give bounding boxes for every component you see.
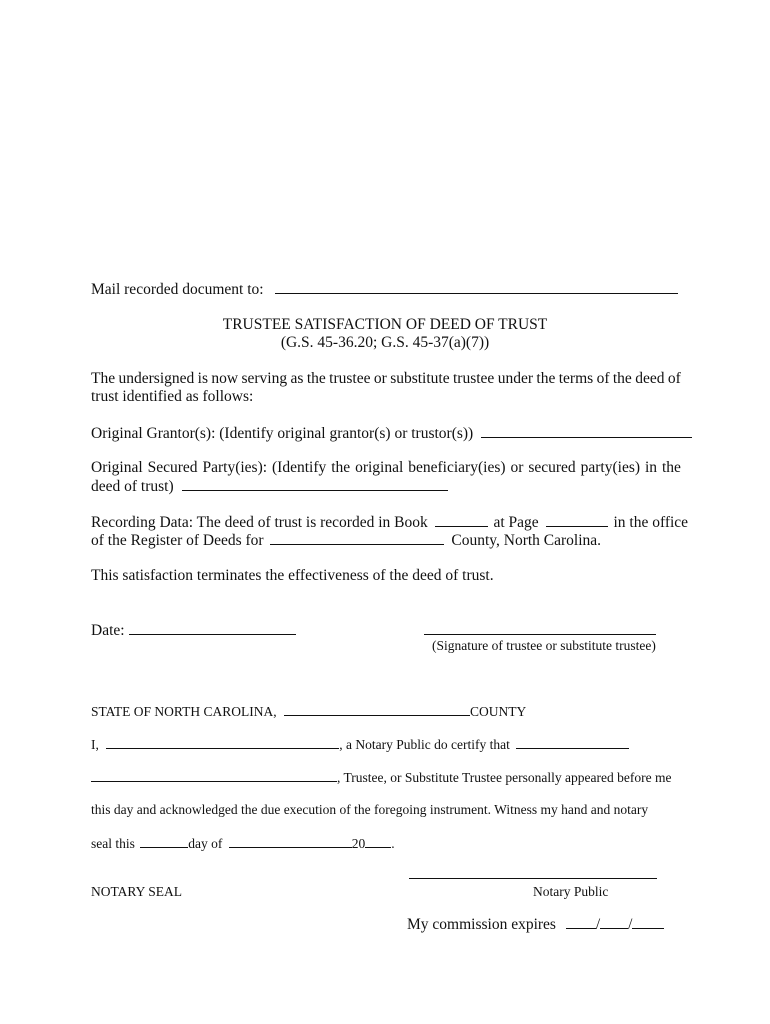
notary-public-text: Notary Public [533,884,609,899]
trustee-appeared-line [91,768,671,787]
document-title [0,316,770,334]
document-subtitle [0,334,770,352]
intro-line-1-word: The [91,370,116,387]
intro-line-1-word: undersigned [118,370,195,387]
intro-line-1-word: substitute [390,370,450,387]
mail-to-blank[interactable] [275,280,678,294]
county-blank[interactable] [284,702,470,716]
commission-line [407,915,664,934]
secured-party-line-1-word: the [662,459,681,476]
acknowledged-text: this day and acknowledged the due execution of the foregoing instrument. Witness my hand and notary [91,802,649,817]
mail-to-line [91,280,678,299]
day-blank[interactable] [140,834,188,848]
intro-line-1-word: of [596,370,610,387]
i-label: I, [91,737,99,752]
secured-party-blank[interactable] [182,477,448,491]
recording-line-1 [91,513,688,532]
day-of-label: day of [188,836,223,851]
signature-rule[interactable] [424,634,656,635]
county-register-blank[interactable] [270,531,444,545]
secured-party-line-1-word: or [510,459,524,476]
trustee-appeared-text: , Trustee, or Substitute Trustee personally appeared before me [337,770,672,785]
intro-line-1-word: deed [635,370,665,387]
month-blank[interactable] [229,834,352,848]
secured-party-line-1-word: (Identify [272,459,327,476]
intro-line-2-text: trust identified as follows: [91,388,254,405]
termination-line [91,567,494,585]
commission-month-blank[interactable] [566,915,596,929]
intro-line-1-word: serving [241,370,288,387]
commission-year-blank[interactable] [632,915,664,929]
intro-line-1-word: of [667,370,681,387]
intro-line-1-word: trustee [329,370,371,387]
year-blank[interactable] [365,834,391,848]
notary-certify-line [91,735,629,754]
year-period: . [391,836,395,851]
recording-text-1: Recording Data: The deed of trust is recorded in Book [91,514,428,531]
secured-party-line-2 [91,477,448,496]
notary-certify-text: , a Notary Public do certify that [339,737,510,752]
mail-to-label: Mail recorded document to: [91,281,264,298]
page-blank[interactable] [546,513,608,527]
certified-person-blank[interactable] [516,735,629,749]
recording-text-2: at Page [493,514,539,531]
secured-party-line-2-text: deed of trust) [91,478,174,495]
intro-line-1 [91,370,681,388]
secured-party-line-1-word: party(ies) [580,459,641,476]
seal-date-line [91,834,395,853]
date-line [91,621,296,640]
secured-party-line-1-word: secured [528,459,576,476]
intro-line-1-word: the [306,370,326,387]
signature-caption-text: (Signature of trustee or substitute trustee) [432,638,656,653]
secured-party-line-1-word: Secured [147,459,198,476]
grantor-label: Original Grantor(s): (Identify original grantor(s) or trustor(s)) [91,425,474,442]
date-blank[interactable] [129,621,296,635]
notary-name-blank[interactable] [106,735,339,749]
notary-seal-text: NOTARY SEAL [91,884,183,899]
recording-line-2 [91,531,601,550]
date-label: Date: [91,622,125,639]
intro-line-2 [91,388,253,406]
signature-caption [432,637,656,655]
secured-party-line-1-word: the [331,459,351,476]
commission-day-blank[interactable] [600,915,628,929]
recording-text-5: County, North Carolina. [451,532,602,549]
year-prefix: 20 [351,836,366,851]
recording-text-3: in the office [613,514,689,531]
intro-line-1-word: or [373,370,387,387]
secured-party-line-1-word: Party(ies): [202,459,268,476]
trustee-name-blank[interactable] [91,768,337,782]
intro-line-1-word: as [290,370,304,387]
state-label: STATE OF NORTH CAROLINA, [91,704,277,719]
grantor-blank[interactable] [481,424,692,438]
notary-public-label [533,883,608,901]
intro-line-1-word: terms [558,370,594,387]
notary-signature-rule[interactable] [409,878,657,879]
title-line-1: TRUSTEE SATISFACTION OF DEED OF TRUST [222,316,548,333]
intro-line-1-word: is [197,370,208,387]
grantor-line [91,424,692,443]
recording-text-4: of the Register of Deeds for [91,532,264,549]
state-county-line [91,702,526,721]
commission-label: My commission expires [407,916,556,933]
commission-sep-2: / [628,916,633,933]
intro-line-1-word: the [612,370,632,387]
secured-party-line-1-word: Original [91,459,143,476]
seal-this-label: seal this [91,836,135,851]
acknowledged-line [91,801,648,819]
intro-line-1-word: trustee [453,370,495,387]
intro-line-1-word: under [497,370,534,387]
intro-line-1-word: now [211,370,239,387]
secured-party-line-1-word: original [355,459,404,476]
intro-line-1-word: the [536,370,556,387]
title-line-2: (G.S. 45-36.20; G.S. 45-37(a)(7)) [280,334,490,351]
secured-party-line-1 [91,459,681,477]
secured-party-line-1-word: beneficiary(ies) [408,459,506,476]
commission-sep-1: / [595,916,601,933]
termination-text: This satisfaction terminates the effectiveness of the deed of trust. [91,567,494,584]
county-label: COUNTY [470,704,527,719]
secured-party-line-1-word: in [644,459,658,476]
notary-seal-label [91,883,182,901]
book-blank[interactable] [435,513,488,527]
